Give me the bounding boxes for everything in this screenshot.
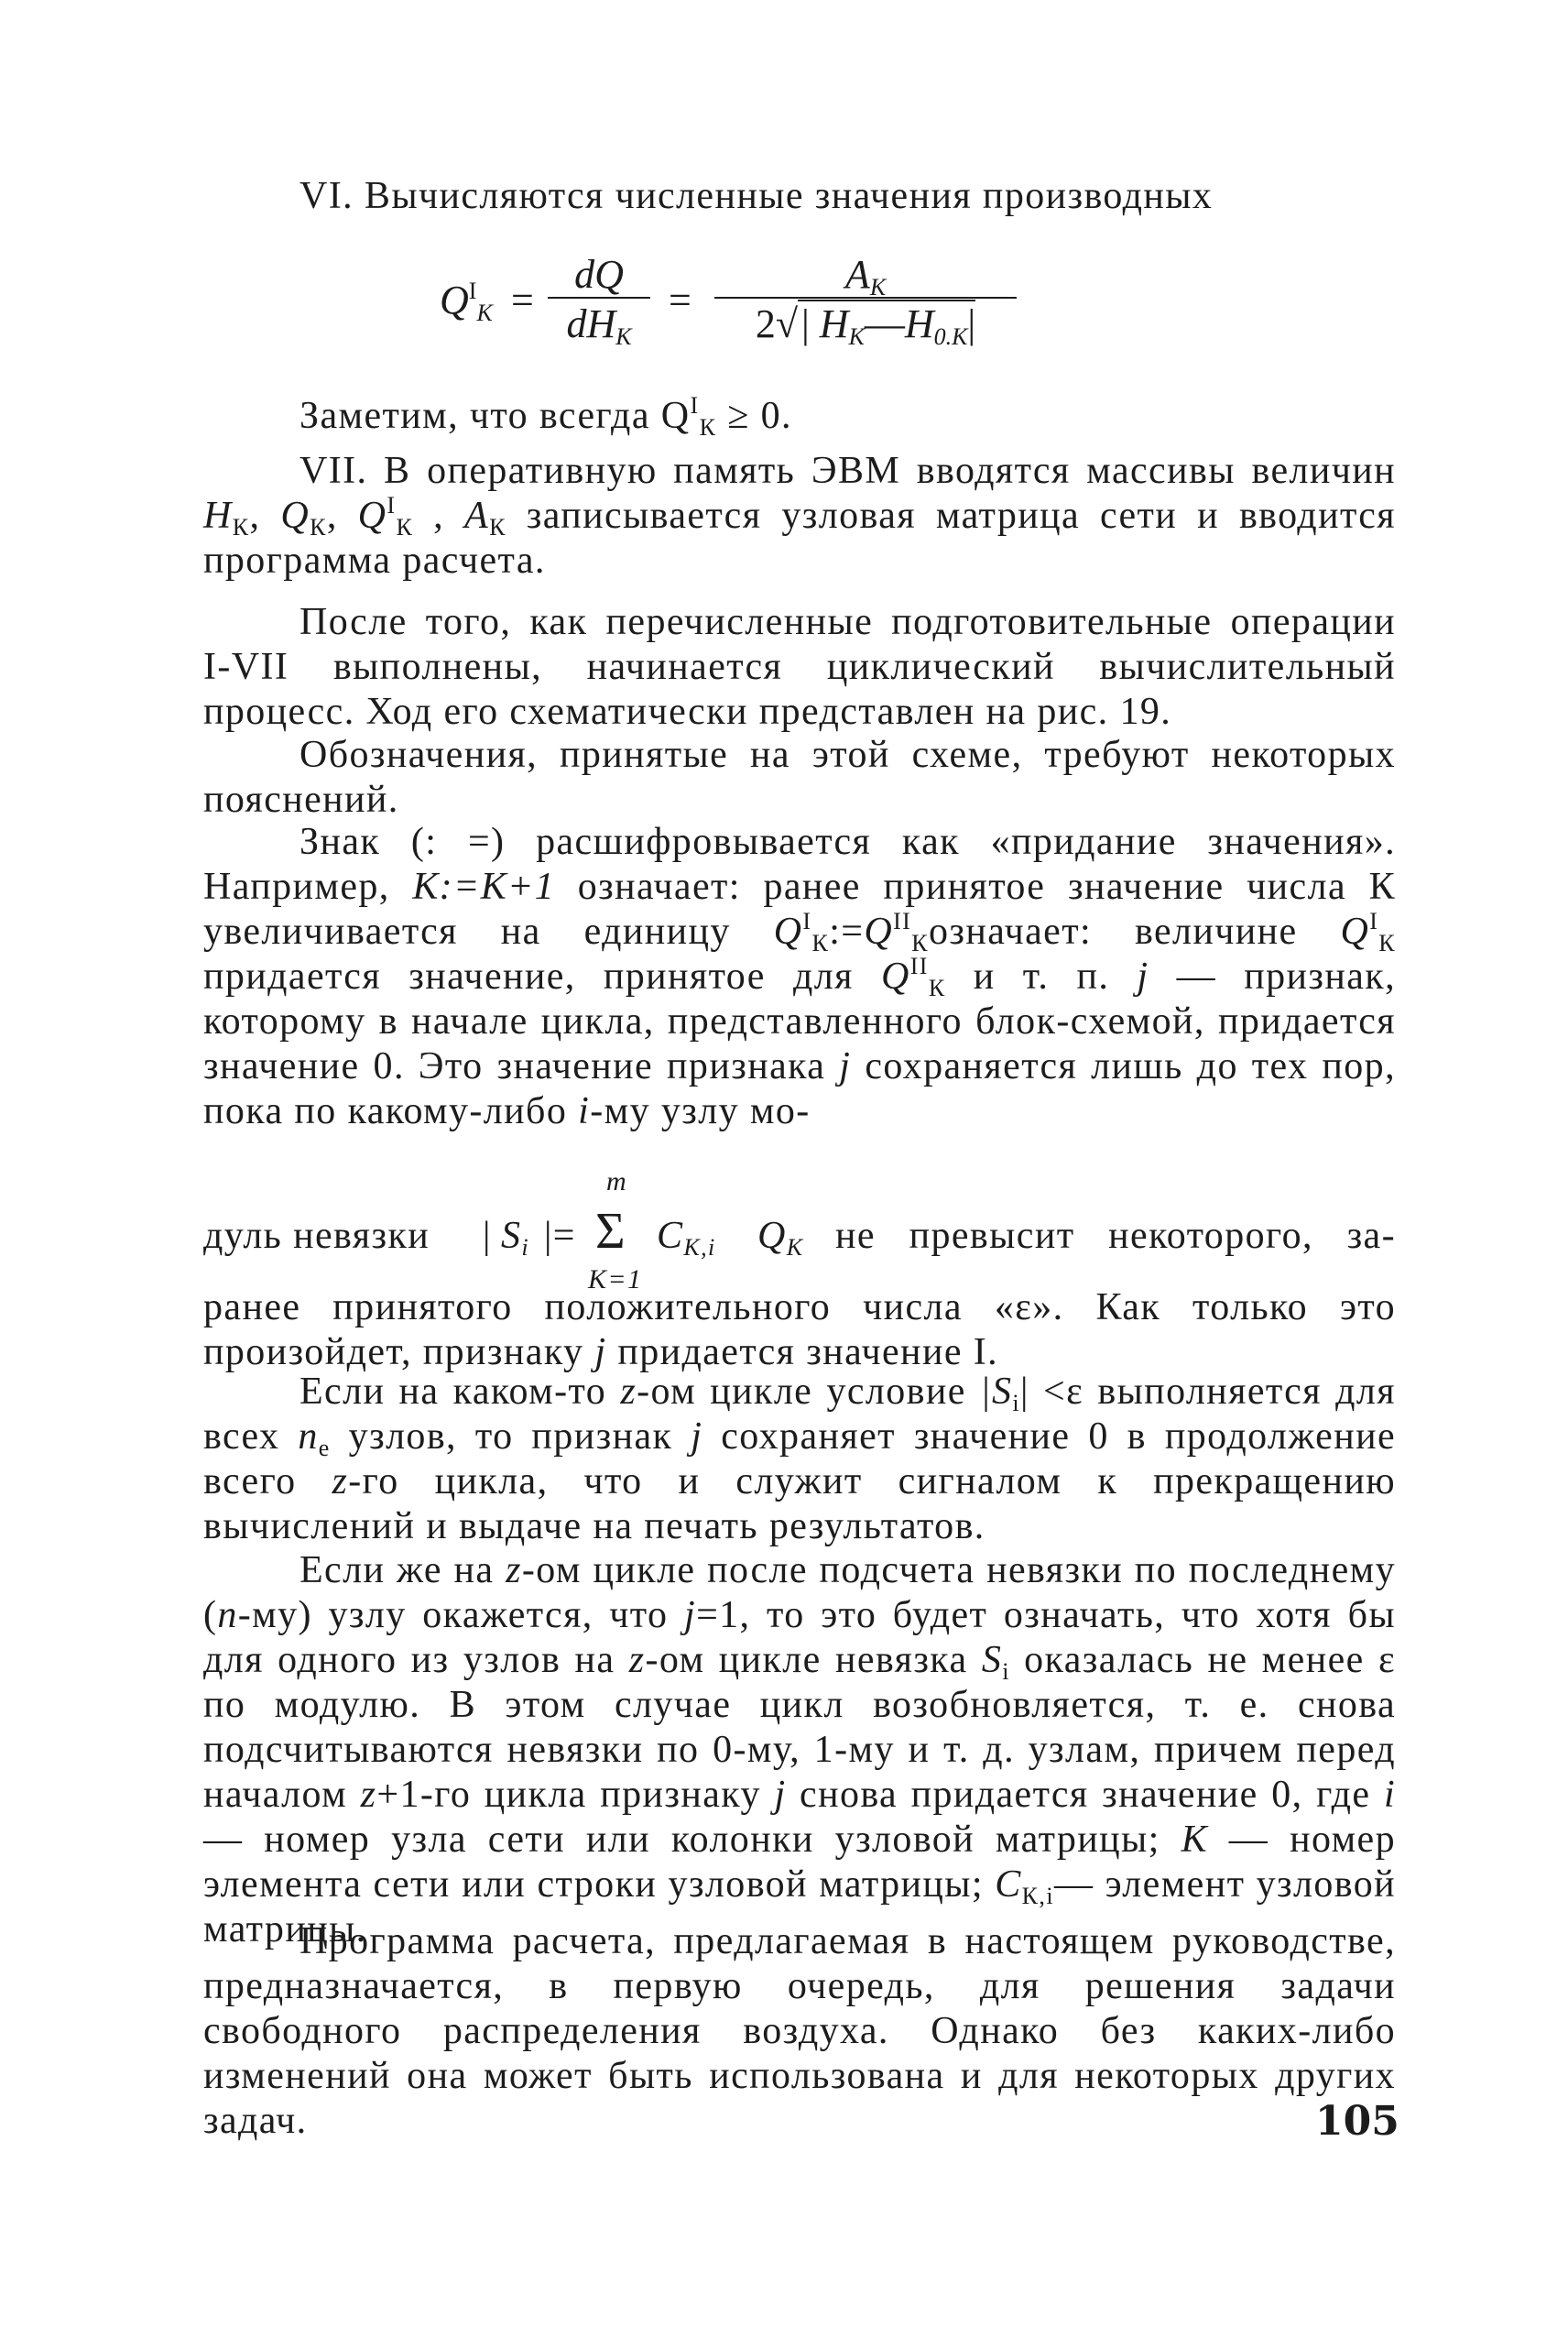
paragraph-cycle-start: После того, как перечисленные подготовительные операции I-VII выполнены, начинается циклический вычислительный процесс. Ход его схематически представлен на рис. 19. [203, 601, 1396, 733]
formula-lhs: $Q^I_К$ [440, 278, 493, 326]
sum-c-term: $C_{К,i}$ [657, 1215, 716, 1261]
residual-sum-line [203, 1164, 1396, 1301]
formula-equals-2: = [669, 278, 691, 322]
paragraph-cycle-repeat: Если же на z-ом цикле после подсчета невязки по последнему (n-му) узлу окажется, что j=1, то это будет означать, что хотя бы для одного из узлов на z-ом цикле невязка $S_i$ оказалась не менее ε по модулю. В этом случае цикл возобновляется, т. е. снова подсчитываются невязки по 0-му, 1-му и т. д. узлам, причем перед началом z+1-го цикла признаку j снова придается значение 0, где i — номер узла сети или колонки узловой матрицы; К — номер элемента сети или строки узловой матрицы; $C_{К,i}—$ элемент узловой матрицы. [203, 1549, 1397, 1950]
paragraph-notation: Обозначения, принятые на этой схеме, требуют некоторых пояснений. [203, 734, 1396, 821]
formula-fraction-dq-dh: dQ $dH_К$ [548, 251, 650, 347]
section-vi-heading: VI. Вычисляются численные значения производных [299, 175, 1214, 217]
paragraph-program-purpose: Программа расчета, предлагаемая в настоящем руководстве, предназначается, в первую очередь, для решения задачи свободного распределения воздуха. Однако без каких-либо изменений она может быть использована и для некоторых других задач. [203, 1920, 1396, 2142]
note-paragraph: Заметим, что всегда $Q^I_К \ge 0$. [299, 392, 792, 441]
paragraph-epsilon: ранее принятого положительного числа «ε». Как только это произойдет, признаку j придается значение I. [203, 1286, 1396, 1373]
paragraph-assignment-sign: Знак (: =) расшифровывается как «придание значения». Например, К:=К+1 означает: ранее принятое значение числа К увеличивается на единицу $Q^I_К:=Q^{II}_Козначает$: величине $Q^I_К$ придается значение, принятое для $Q^{II}_К$ и т. п. j — признак, которому в начале цикла, представленного блок-схемой, придается значение 0. Это значение признака j сохраняется лишь до тех пор, пока по какому-либо i-му узлу мо- [203, 821, 1397, 1132]
sum-lower-limit: К=1 [588, 1264, 643, 1295]
sum-upper-limit: m [606, 1166, 628, 1196]
sum-line-text-end: не превысит некоторого, за- [835, 1215, 1396, 1257]
sum-line-text-start: дуль невязки [203, 1215, 430, 1257]
formula-equals-1: = [511, 278, 534, 322]
sum-q-term: $Q_К$ [757, 1215, 804, 1261]
sum-sigma: Σ [595, 1203, 626, 1260]
paragraph-stop-condition: Если на каком-то z-ом цикле условие $|S_i| <\varepsilon$ выполняется для всех $n_e$ узлов, то признак j сохраняет значение 0 в продолжение всего z-го цикла, что и служит сигналом к прекращению вычислений и выдаче на печать результатов. [203, 1371, 1396, 1547]
sum-bar-equals: |= [544, 1215, 576, 1257]
derivative-formula [440, 240, 1081, 377]
sum-s: $S_i$ [501, 1215, 530, 1261]
page-number: 105 [1315, 2098, 1399, 2145]
section-vii-paragraph: VII. В оперативную память ЭВМ вводятся массивы величин $H_К$, $Q_К$, $Q^I_К$ , $A_К$ записывается узловая матрица сети и вводится программа расчета. [203, 450, 1396, 582]
sum-abs-bar: | [483, 1215, 492, 1257]
formula-fraction-a-sqrt: $A_К$ 2√| $H_К—H_{0.К}|$ [714, 251, 1017, 347]
